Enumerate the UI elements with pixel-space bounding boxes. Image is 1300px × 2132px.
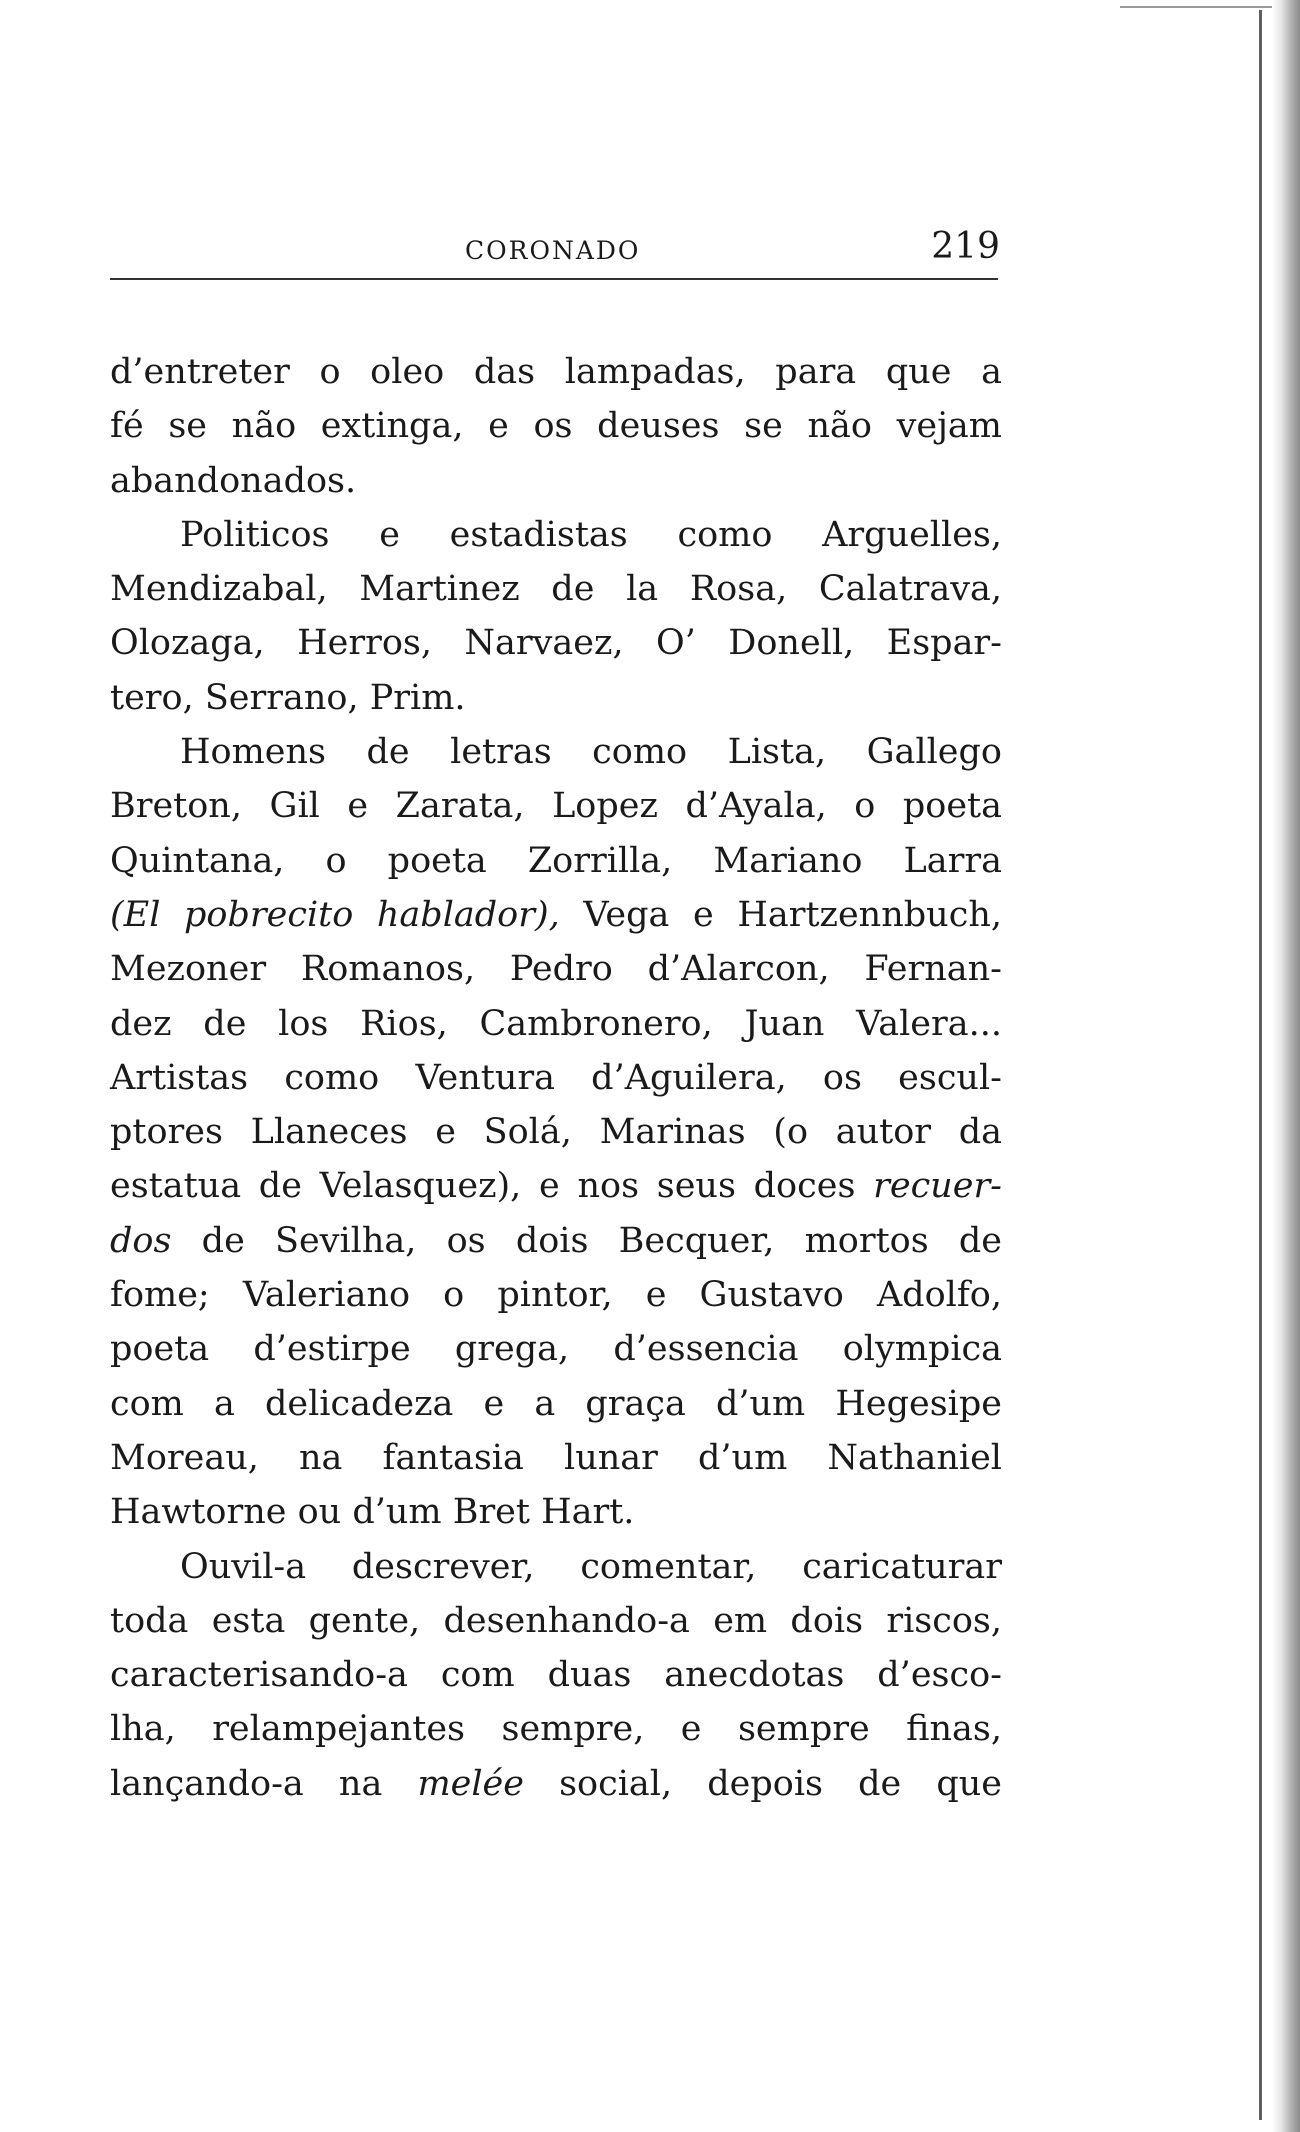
- text-segment: Homens de letras como Lista, Gallego: [180, 732, 1002, 773]
- text-line: [110, 1757, 1002, 1811]
- text-line: [110, 1214, 1002, 1268]
- text-line: [110, 454, 1002, 508]
- text-segment: estatua de Velasquez), e nos seus doces: [110, 1166, 874, 1207]
- text-segment: com a delicadeza e a graça d’um Hegesipe: [110, 1383, 1002, 1424]
- running-title: CORONADO: [465, 236, 641, 265]
- text-segment: dez de los Rios, Cambronero, Juan Valera...: [110, 1003, 1002, 1044]
- italic-text: dos: [110, 1220, 172, 1261]
- text-line: [110, 1540, 1002, 1594]
- text-segment: Politicos e estadistas como Arguelles,: [180, 514, 1002, 555]
- text-segment: Breton, Gil e Zarata, Lopez d’Ayala, o poeta: [110, 786, 1002, 827]
- text-line: [110, 1105, 1002, 1159]
- text-line: [110, 1268, 1002, 1322]
- text-line: [110, 399, 1002, 453]
- text-line: [110, 1322, 1002, 1376]
- text-segment: Mezoner Romanos, Pedro d’Alarcon, Fernan-: [110, 949, 1002, 990]
- text-segment: ptores Llaneces e Solá, Marinas (o autor da: [110, 1112, 1002, 1153]
- text-segment: Olozaga, Herros, Narvaez, O’ Donell, Espar-: [110, 623, 1002, 664]
- text-segment: poeta d’estirpe grega, d’essencia olympica: [110, 1329, 1002, 1370]
- text-segment: tero, Serrano, Prim.: [110, 677, 466, 718]
- text-line: [110, 562, 1002, 616]
- page-number: 219: [931, 226, 1000, 267]
- text-segment: Ouvil-a descrever, comentar, caricaturar: [180, 1546, 1002, 1587]
- page-edge-shadow: [1272, 0, 1300, 2132]
- text-segment: Quintana, o poeta Zorrilla, Mariano Larra: [110, 840, 1002, 881]
- italic-text: recuer-: [873, 1166, 1002, 1207]
- text-line: [110, 1702, 1002, 1756]
- text-line: [110, 1648, 1002, 1702]
- text-segment: social, depois de que: [523, 1763, 1002, 1804]
- text-segment: Mendizabal, Martinez de la Rosa, Calatrava,: [110, 569, 1002, 610]
- text-segment: fé se não extinga, e os deuses se não vejam: [110, 406, 1002, 447]
- text-line: [110, 779, 1002, 833]
- text-line: [110, 1051, 1002, 1105]
- running-head: [110, 228, 1000, 268]
- text-segment: lançando-a na: [110, 1763, 418, 1804]
- text-line: [110, 834, 1002, 888]
- text-segment: abandonados.: [110, 460, 357, 501]
- text-segment: Vega e Hartzennbuch,: [559, 894, 1002, 935]
- text-line: [110, 671, 1002, 725]
- text-segment: Moreau, na fantasia lunar d’um Nathaniel: [110, 1437, 1002, 1478]
- binding-line: [1259, 10, 1262, 2120]
- text-segment: toda esta gente, desenhando-a em dois riscos,: [110, 1600, 1002, 1641]
- text-line: [110, 616, 1002, 670]
- text-segment: Hawtorne ou d’um Bret Hart.: [110, 1492, 635, 1533]
- text-line: [110, 1485, 1002, 1539]
- text-line: [110, 888, 1002, 942]
- text-line: [110, 345, 1002, 399]
- header-rule: [110, 278, 998, 280]
- text-segment: caracterisando-a com duas anecdotas d’esco-: [110, 1655, 1002, 1696]
- scan-edge-mark: [1120, 6, 1290, 8]
- text-segment: lha, relampejantes sempre, e sempre finas,: [110, 1709, 1002, 1750]
- text-line: [110, 942, 1002, 996]
- italic-text: (El pobrecito hablador),: [110, 894, 560, 935]
- italic-text: melée: [417, 1763, 524, 1804]
- body-text: [110, 345, 1002, 1811]
- text-segment: de Sevilha, os dois Becquer, mortos de: [171, 1220, 1002, 1261]
- text-line: [110, 997, 1002, 1051]
- text-line: [110, 1431, 1002, 1485]
- text-segment: Artistas como Ventura d’Aguilera, os escul-: [110, 1057, 1002, 1098]
- text-line: [110, 725, 1002, 779]
- text-line: [110, 1594, 1002, 1648]
- text-line: [110, 1377, 1002, 1431]
- text-line: [110, 508, 1002, 562]
- text-segment: fome; Valeriano o pintor, e Gustavo Adolfo,: [110, 1275, 1002, 1316]
- text-segment: d’entreter o oleo das lampadas, para que a: [110, 352, 1002, 392]
- text-line: [110, 1159, 1002, 1213]
